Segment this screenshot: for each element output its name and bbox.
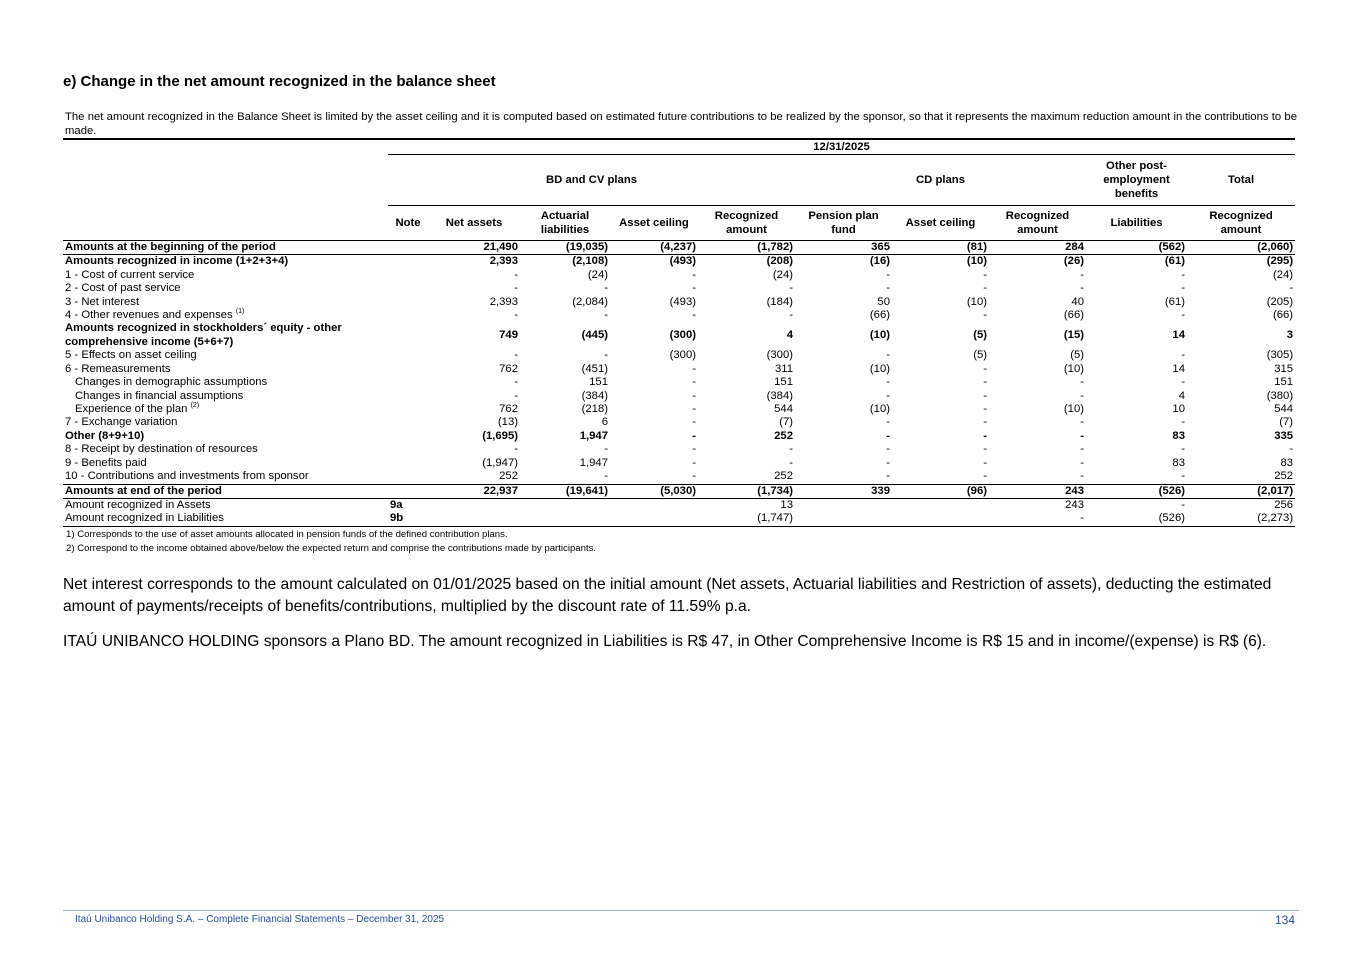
cell-value: - — [1080, 389, 1084, 402]
group-other-post-employment: Other post-employment benefits — [1086, 155, 1187, 206]
cell-value: - — [983, 282, 987, 295]
sponsor-paragraph: ITAÚ UNIBANCO HOLDING sponsors a Plano BD. The amount recognized in Liabilities is R$ 47, in Other Comprehensive Income is R$ 15 and in income/(expense) is R$ (6). — [63, 633, 1267, 650]
footer-text: Itaú Unibanco Holding S.A. – Complete Financial Statements – December 31, 2025 — [75, 914, 445, 925]
row-label — [63, 309, 388, 322]
cell-value: - — [983, 443, 987, 456]
cell-value: - — [514, 376, 518, 389]
cell-value: 243 — [989, 484, 1086, 498]
cell-value: (493) — [669, 255, 696, 268]
cell-value: 544 — [774, 403, 793, 416]
cell-value: (526) — [1086, 484, 1187, 498]
cell-value: 151 — [774, 376, 793, 389]
cell-value: (2,084) — [572, 295, 608, 308]
row-label — [63, 443, 388, 456]
row-label — [63, 512, 388, 526]
row-note — [388, 296, 428, 309]
cell-value: 1,947 — [579, 456, 608, 469]
cell-value: - — [692, 429, 696, 442]
cell-value: (81) — [892, 241, 989, 255]
table-row — [63, 457, 1295, 470]
cell-value: - — [789, 443, 793, 456]
cell-value: - — [989, 512, 1086, 526]
cell-value: - — [1080, 456, 1084, 469]
cell-value: (15) — [1063, 329, 1084, 342]
cell-value: - — [692, 282, 696, 295]
footnotes — [66, 528, 596, 555]
intro-text: The net amount recognized in the Balance Sheet is limited by the asset ceiling and it is computed based on estimated future contributions to be realized by the sponsor, so that it represents the maximum reduction amount in the contributions to be made. — [65, 111, 1297, 137]
cell-value: (2,060) — [1187, 241, 1295, 255]
row-note — [388, 403, 428, 416]
cell-value: - — [1080, 416, 1084, 429]
cell-value: 1,947 — [579, 429, 608, 442]
cell-value: 284 — [989, 241, 1086, 255]
cell-value: (205) — [1266, 295, 1294, 308]
row-label — [63, 457, 388, 470]
cell-value: - — [983, 416, 987, 429]
column-header: Recognized amount — [1187, 206, 1295, 241]
cell-value — [610, 498, 698, 512]
row-label-text: Amount recognized in Assets — [65, 498, 211, 511]
cell-value: 4 — [786, 329, 793, 342]
table-row — [63, 470, 1295, 484]
cell-value: - — [1289, 282, 1294, 295]
cell-value: (10) — [966, 255, 987, 268]
cell-value: - — [692, 268, 696, 281]
cell-value: - — [886, 268, 890, 281]
cell-value — [428, 498, 520, 512]
cell-value: (24) — [587, 268, 608, 281]
cell-value: (10) — [1063, 403, 1084, 416]
cell-value: - — [692, 403, 696, 416]
row-note — [388, 241, 428, 255]
cell-value: (96) — [892, 484, 989, 498]
row-label — [63, 349, 388, 362]
row-note — [388, 282, 428, 295]
cell-value: (5) — [973, 349, 987, 362]
cell-value: - — [604, 309, 608, 322]
row-note — [388, 269, 428, 282]
cell-value: - — [692, 470, 696, 483]
cell-value: 243 — [1065, 498, 1084, 511]
group-bd-cv: BD and CV plans — [388, 155, 795, 206]
row-label-text: Amounts at the beginning of the period — [65, 241, 276, 253]
column-header: Note — [388, 206, 428, 241]
cell-value: (10) — [869, 403, 890, 416]
cell-value: - — [886, 349, 890, 362]
cell-value: 50 — [877, 295, 890, 308]
row-note — [388, 484, 428, 498]
column-header: Net assets — [428, 206, 520, 241]
cell-value: (526) — [1086, 512, 1187, 526]
cell-value: - — [983, 456, 987, 469]
cell-value — [520, 512, 610, 526]
table-row — [63, 390, 1295, 403]
cell-value: - — [1181, 470, 1185, 483]
cell-value: (384) — [581, 389, 608, 402]
cell-value: (1,734) — [698, 484, 795, 498]
row-label — [63, 363, 388, 376]
row-note — [388, 255, 428, 269]
table-row — [63, 309, 1295, 322]
cell-value: (10) — [1063, 362, 1084, 375]
table-row — [63, 512, 1295, 526]
cell-value: (305) — [1266, 349, 1294, 362]
row-note — [388, 363, 428, 376]
row-label — [63, 498, 388, 512]
group-cd: CD plans — [795, 155, 1086, 206]
footnote-1: 1) Corresponds to the use of asset amounts allocated in pension funds of the defined contribution plans. — [66, 529, 508, 540]
cell-value: 311 — [774, 362, 793, 375]
table-row — [63, 430, 1295, 443]
cell-value: (380) — [1266, 389, 1294, 402]
cell-value: (5) — [973, 329, 987, 342]
row-label-text: 2 - Cost of past service — [65, 282, 181, 295]
cell-value: 14 — [1172, 362, 1185, 375]
table-row — [63, 376, 1295, 389]
row-label — [63, 269, 388, 282]
cell-value: - — [692, 389, 696, 402]
section-heading: e) Change in the net amount recognized in the balance sheet — [63, 73, 496, 90]
cell-value: 13 — [780, 498, 793, 511]
column-header: Asset ceiling — [892, 206, 989, 241]
row-note — [388, 430, 428, 443]
table-row — [63, 416, 1295, 429]
cell-value: (66) — [1063, 309, 1084, 322]
cell-value: - — [692, 362, 696, 375]
cell-value: (1,947) — [482, 456, 518, 469]
cell-value: (300) — [669, 329, 696, 342]
cell-value: - — [514, 282, 518, 295]
column-header: Actuarial liabilities — [520, 206, 610, 241]
footer-divider — [63, 910, 1299, 911]
cell-value: - — [983, 376, 987, 389]
row-label-text: Amounts recognized in stockholders´ equity - other comprehensive income (5+6+7) — [65, 322, 342, 348]
table-row — [63, 403, 1295, 416]
cell-value: - — [886, 282, 890, 295]
cell-value: - — [514, 443, 518, 456]
footnote-ref: (1) — [235, 308, 245, 316]
row-note — [388, 349, 428, 362]
row-note — [388, 390, 428, 403]
cell-value: - — [886, 456, 890, 469]
row-note — [388, 457, 428, 470]
balance-change-table — [63, 138, 1295, 527]
cell-value: 252 — [774, 470, 793, 483]
cell-value: - — [1080, 443, 1084, 456]
cell-value: - — [1181, 268, 1185, 281]
cell-value: - — [1181, 376, 1185, 389]
column-header: Asset ceiling — [610, 206, 698, 241]
row-note — [388, 322, 428, 349]
cell-value: (562) — [1086, 241, 1187, 255]
cell-value: 256 — [1274, 498, 1294, 511]
cell-value — [520, 498, 610, 512]
row-label-text: Experience of the plan — [75, 403, 188, 416]
cell-value — [892, 498, 989, 512]
cell-value: 335 — [1274, 429, 1294, 442]
footnote-ref: (2) — [190, 402, 200, 410]
cell-value: (61) — [1164, 255, 1185, 268]
cell-value: - — [983, 429, 987, 442]
cell-value: (2,273) — [1187, 512, 1295, 526]
cell-value: - — [604, 349, 608, 362]
cell-value: - — [1181, 282, 1185, 295]
row-label-text: 3 - Net interest — [65, 295, 140, 308]
cell-value: - — [789, 282, 793, 295]
row-label-text: 5 - Effects on asset ceiling — [65, 349, 197, 362]
row-label-text: Changes in financial assumptions — [75, 389, 244, 402]
cell-value: (445) — [581, 329, 608, 342]
column-header: Recognized amount — [698, 206, 795, 241]
row-label — [63, 484, 388, 498]
cell-value: - — [886, 416, 890, 429]
cell-value: 151 — [589, 376, 608, 389]
cell-value: - — [886, 376, 890, 389]
row-label-text: 9 - Benefits paid — [65, 456, 147, 469]
cell-value: (184) — [766, 295, 793, 308]
cell-value: 315 — [1274, 362, 1294, 375]
row-label-text: Amounts recognized in income (1+2+3+4) — [65, 255, 289, 268]
cell-value: - — [1181, 498, 1185, 511]
cell-value: - — [1080, 470, 1084, 483]
row-note — [388, 443, 428, 456]
row-label — [63, 296, 388, 309]
table-row — [63, 269, 1295, 282]
cell-value: - — [514, 349, 518, 362]
cell-value: - — [604, 470, 608, 483]
cell-value: - — [983, 268, 987, 281]
cell-value — [892, 512, 989, 526]
table-row — [63, 484, 1295, 498]
cell-value: 762 — [499, 403, 518, 416]
group-total: Total — [1187, 155, 1295, 206]
page-number: 134 — [1274, 913, 1295, 927]
cell-value: - — [789, 309, 793, 322]
cell-value: - — [604, 443, 608, 456]
cell-value — [795, 512, 892, 526]
cell-value: - — [1181, 309, 1185, 322]
row-label — [63, 430, 388, 443]
row-label-text: Amounts at end of the period — [65, 484, 222, 497]
cell-value: - — [886, 389, 890, 402]
cell-value: (24) — [772, 268, 793, 281]
cell-value: (451) — [581, 362, 608, 375]
cell-value: 83 — [1172, 456, 1185, 469]
row-label-text: Changes in demographic assumptions — [75, 376, 268, 389]
cell-value: - — [604, 282, 608, 295]
cell-value: (5,030) — [610, 484, 698, 498]
cell-value: 365 — [795, 241, 892, 255]
table-row — [63, 296, 1295, 309]
row-label — [63, 416, 388, 429]
cell-value: (61) — [1164, 295, 1185, 308]
cell-value: 151 — [1274, 376, 1294, 389]
cell-value: (2,108) — [572, 255, 608, 268]
cell-value: 6 — [601, 416, 608, 429]
row-label — [63, 282, 388, 295]
cell-value: (5) — [1070, 349, 1084, 362]
table-row — [63, 255, 1295, 269]
table-row — [63, 241, 1295, 255]
cell-value: - — [983, 470, 987, 483]
cell-value: (384) — [766, 389, 793, 402]
cell-value: 10 — [1172, 403, 1185, 416]
row-label — [63, 376, 388, 389]
table-row — [63, 443, 1295, 456]
cell-value: 2,393 — [489, 255, 518, 268]
cell-value: (1,695) — [482, 429, 518, 442]
table-row — [63, 498, 1295, 512]
cell-value: 83 — [1172, 429, 1185, 442]
cell-value: (300) — [669, 349, 696, 362]
period-date: 12/31/2025 — [388, 139, 1295, 155]
cell-value: (7) — [1279, 416, 1294, 429]
cell-value: - — [1080, 282, 1084, 295]
cell-value: - — [1080, 429, 1084, 442]
cell-value: - — [692, 443, 696, 456]
row-label — [63, 470, 388, 484]
cell-value: - — [692, 309, 696, 322]
cell-value: (24) — [1272, 268, 1294, 281]
row-label-text: 4 - Other revenues and expenses — [65, 309, 233, 322]
row-label — [63, 241, 388, 255]
row-label — [63, 322, 388, 349]
cell-value — [428, 512, 520, 526]
row-label-text: 6 - Remeasurements — [65, 362, 171, 375]
column-header: Recognized amount — [989, 206, 1086, 241]
cell-value: (66) — [1272, 309, 1294, 322]
cell-value: - — [514, 268, 518, 281]
cell-value: - — [983, 309, 987, 322]
cell-value: - — [514, 389, 518, 402]
table-row — [63, 322, 1295, 349]
cell-value: - — [789, 456, 793, 469]
cell-value: (1,782) — [698, 241, 795, 255]
cell-value: 14 — [1172, 329, 1185, 342]
table-row — [63, 349, 1295, 362]
cell-value: 762 — [499, 362, 518, 375]
cell-value: (16) — [869, 255, 890, 268]
cell-value: (19,641) — [520, 484, 610, 498]
cell-value: 544 — [1274, 403, 1294, 416]
cell-value: 252 — [774, 429, 793, 442]
cell-value: 252 — [1274, 470, 1294, 483]
cell-value: - — [514, 309, 518, 322]
cell-value: - — [1181, 416, 1185, 429]
cell-value: (2,017) — [1187, 484, 1295, 498]
cell-value: (493) — [669, 295, 696, 308]
cell-value: 339 — [795, 484, 892, 498]
cell-value: (4,237) — [610, 241, 698, 255]
cell-value: - — [886, 429, 890, 442]
cell-value — [795, 498, 892, 512]
row-label-text: 7 - Exchange variation — [65, 416, 178, 429]
cell-value: - — [983, 403, 987, 416]
row-note: 9a — [390, 498, 403, 511]
cell-value: (295) — [1266, 255, 1294, 268]
cell-value: 252 — [499, 470, 518, 483]
cell-value: (300) — [766, 349, 793, 362]
cell-value: (26) — [1063, 255, 1084, 268]
cell-value: 40 — [1071, 295, 1084, 308]
column-header: Liabilities — [1086, 206, 1187, 241]
cell-value: - — [1289, 443, 1294, 456]
cell-value: 22,937 — [428, 484, 520, 498]
row-note — [388, 470, 428, 484]
cell-value: (19,035) — [520, 241, 610, 255]
row-label — [63, 403, 388, 416]
cell-value: - — [1181, 443, 1185, 456]
row-label-text: Amount recognized in Liabilities — [65, 512, 224, 525]
cell-value: - — [692, 456, 696, 469]
cell-value: - — [1080, 268, 1084, 281]
cell-value: - — [886, 443, 890, 456]
cell-value: 3 — [1286, 329, 1294, 342]
cell-value: - — [1080, 376, 1084, 389]
row-note — [388, 309, 428, 322]
cell-value: 4 — [1178, 389, 1185, 402]
column-header: Pension plan fund — [795, 206, 892, 241]
footnote-2: 2) Correspond to the income obtained above/below the expected return and comprise the contributions made by participants. — [66, 542, 597, 554]
table-row — [63, 363, 1295, 376]
row-note: 9b — [388, 512, 428, 526]
row-label — [63, 255, 388, 269]
row-label-text: Other (8+9+10) — [65, 429, 145, 442]
net-interest-paragraph: Net interest corresponds to the amount calculated on 01/01/2025 based on the initial amount (Net assets, Actuarial liabilities and Restriction of assets), deducting the estimated amount of payments/receipts of benefits/contributions, multiplied by the discount rate of 11.59% p.a. — [63, 576, 1272, 615]
row-note — [388, 416, 428, 429]
cell-value: (7) — [779, 416, 793, 429]
row-label — [63, 390, 388, 403]
cell-value: (1,747) — [698, 512, 795, 526]
cell-value: 749 — [499, 329, 518, 342]
cell-value: (66) — [869, 309, 890, 322]
cell-value: - — [1181, 349, 1185, 362]
cell-value: 2,393 — [489, 295, 518, 308]
cell-value: 83 — [1280, 456, 1294, 469]
row-label-text: 8 - Receipt by destination of resources — [65, 443, 258, 456]
row-note — [388, 376, 428, 389]
cell-value: - — [692, 416, 696, 429]
row-label-text: 10 - Contributions and investments from sponsor — [65, 470, 309, 483]
cell-value: (10) — [869, 362, 890, 375]
cell-value: - — [983, 389, 987, 402]
row-label-text: 1 - Cost of current service — [65, 268, 195, 281]
cell-value: 21,490 — [428, 241, 520, 255]
cell-value: (218) — [581, 403, 608, 416]
cell-value: - — [983, 362, 987, 375]
table-row — [63, 282, 1295, 295]
cell-value: - — [692, 376, 696, 389]
cell-value: (13) — [497, 416, 518, 429]
cell-value: - — [886, 470, 890, 483]
cell-value: (10) — [869, 329, 890, 342]
cell-value — [610, 512, 698, 526]
cell-value: (208) — [766, 255, 793, 268]
cell-value: (10) — [966, 295, 987, 308]
